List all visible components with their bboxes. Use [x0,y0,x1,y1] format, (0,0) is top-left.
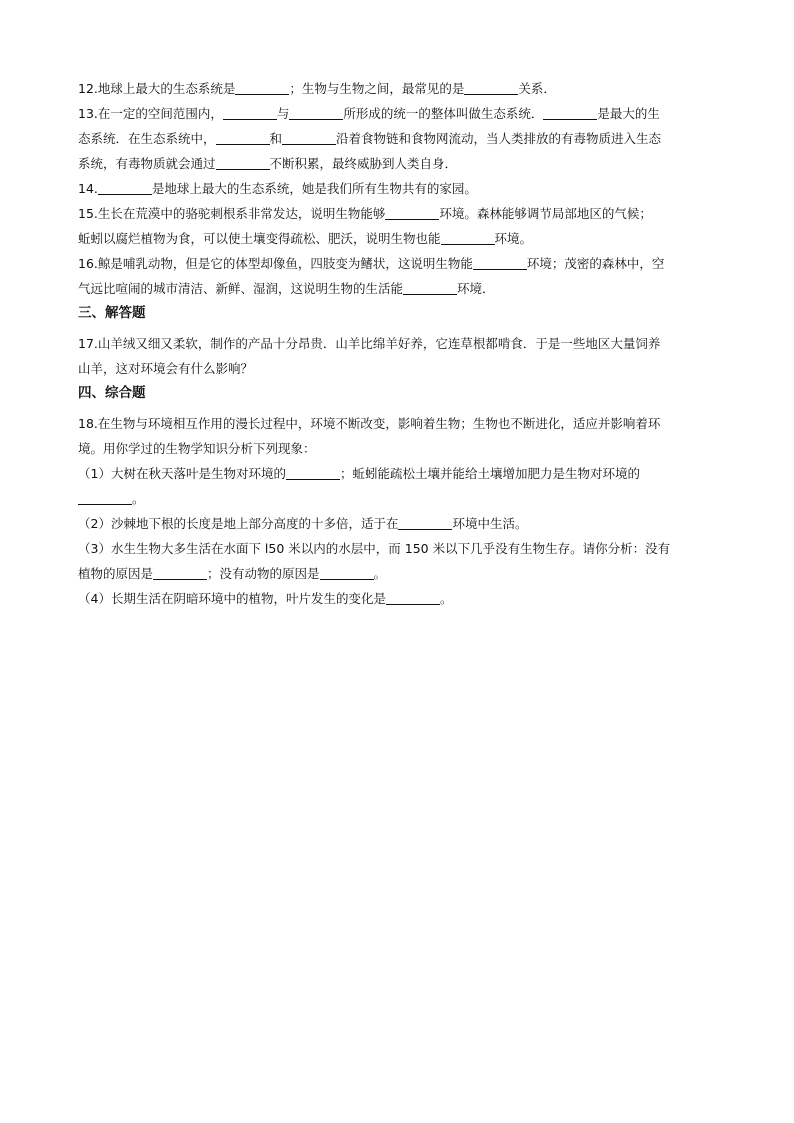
question-18-text: （2）沙棘地下根的长度是地上部分高度的十多倍，适于在 [78,516,399,531]
answer-blank[interactable] [153,565,207,580]
question-18-part-2 [78,511,722,536]
section-4-heading: 四、综合题 [78,385,146,401]
question-13-line-1 [78,101,722,126]
answer-blank[interactable] [386,590,440,605]
question-18-text: 植物的原因是 [78,566,154,581]
question-12-text-b: ；生物与生物之间，最常见的是 [289,81,465,96]
question-12-text-a: 12.地球上最大的生态系统是 [78,81,236,96]
question-18-text: ；没有动物的原因是 [207,566,320,581]
question-17-line-2: 山羊，这对环境会有什么影响？ [78,361,254,376]
question-16-text: 环境． [457,281,495,296]
answer-blank[interactable] [216,155,270,170]
answer-blank[interactable] [403,280,457,295]
question-16-text: 环境；茂密的森林中，空 [526,256,665,271]
question-13-text: 系统，有毒物质就会通过 [78,156,216,171]
answer-blank[interactable] [78,490,132,505]
question-13-line-2 [78,126,722,151]
question-18-text: （1）大树在秋天落叶是生物对环境的 [78,466,286,481]
question-18-text: 环境中生活。 [452,516,528,531]
question-18-text: （4）长期生活在阴暗环境中的植物，叶片发生的变化是 [78,591,386,606]
question-16-line-1 [78,251,722,276]
question-12 [78,76,722,101]
answer-blank[interactable] [98,180,152,195]
question-14-text: 14. [78,181,98,196]
section-3-heading: 三、解答题 [78,305,146,321]
question-18-text: 。 [132,491,145,506]
answer-blank[interactable] [223,105,277,120]
question-15-text: 15.生长在荒漠中的骆驼刺根系非常发达，说明生物能够 [78,206,386,221]
question-13-text: 和 [269,131,283,146]
question-15-line-2 [78,226,722,251]
question-16-text: 16.鲸是哺乳动物，但是它的体型却像鱼，四肢变为鳍状，这说明生物能 [78,256,473,271]
question-18-part-3-cont [78,561,722,586]
question-13-text: 13.在一定的空间范围内， [78,106,223,121]
question-18-text: 。 [373,566,387,581]
answer-blank[interactable] [282,130,336,145]
question-12-text-c: 关系． [518,81,556,96]
question-15-text: 环境。森林能够调节局部地区的气候； [439,206,652,221]
question-18-line-2: 境。用你学过的生物学知识分析下列现象： [78,441,316,456]
question-18-part-1-cont [78,486,722,511]
worksheet-page [78,76,722,611]
question-13-text: 不断积累，最终威胁到人类自身． [269,156,458,171]
answer-blank[interactable] [464,80,518,95]
question-15-line-1 [78,201,722,226]
question-16-text: 气远比喧闹的城市清洁、新鲜、湿润，这说明生物的生活能 [78,281,404,296]
question-18-text: ；蚯蚓能疏松土壤并能给土壤增加肥力是生物对环境的 [339,466,640,481]
question-18-part-1 [78,461,722,486]
question-13-text: 与 [276,106,290,121]
question-17-line-1: 17.山羊绒又细又柔软，制作的产品十分昂贵．山羊比绵羊好养，它连草根都啃食．于是一些地区大量饲养 [78,336,661,351]
answer-blank[interactable] [441,230,495,245]
question-18-part-3: （3）水生生物大多生活在水面下 l50 米以内的水层中，而 150 米以下几乎没有生物生存。请你分析：没有 [78,541,671,556]
question-18-text: 。 [439,591,453,606]
question-13-text: 态系统．在生态系统中， [78,131,216,146]
question-13-line-3 [78,151,722,176]
question-13-text: 沿着食物链和食物网流动，当人类排放的有毒物质进入生态 [336,131,662,146]
answer-blank[interactable] [543,105,597,120]
answer-blank[interactable] [385,205,439,220]
answer-blank[interactable] [216,130,270,145]
answer-blank[interactable] [320,565,374,580]
answer-blank[interactable] [398,515,452,530]
question-13-text: 是最大的生 [597,106,660,121]
question-18-part-4 [78,586,722,611]
question-18-line-1: 18.在生物与环境相互作用的漫长过程中，环境不断改变，影响着生物；生物也不断进化，适应并影响着环 [78,416,661,431]
answer-blank[interactable] [286,465,340,480]
question-14 [78,176,722,201]
question-16-line-2 [78,276,722,301]
question-13-text: 所形成的统一的整体叫做生态系统． [343,106,544,121]
question-15-text: 环境。 [494,231,533,246]
answer-blank[interactable] [289,105,343,120]
question-14-text: 是地球上最大的生态系统，她是我们所有生物共有的家园。 [151,181,477,196]
answer-blank[interactable] [473,255,527,270]
answer-blank[interactable] [235,80,289,95]
question-15-text: 蚯蚓以腐烂植物为食，可以使土壤变得疏松、肥沃，说明生物也能 [78,231,441,246]
